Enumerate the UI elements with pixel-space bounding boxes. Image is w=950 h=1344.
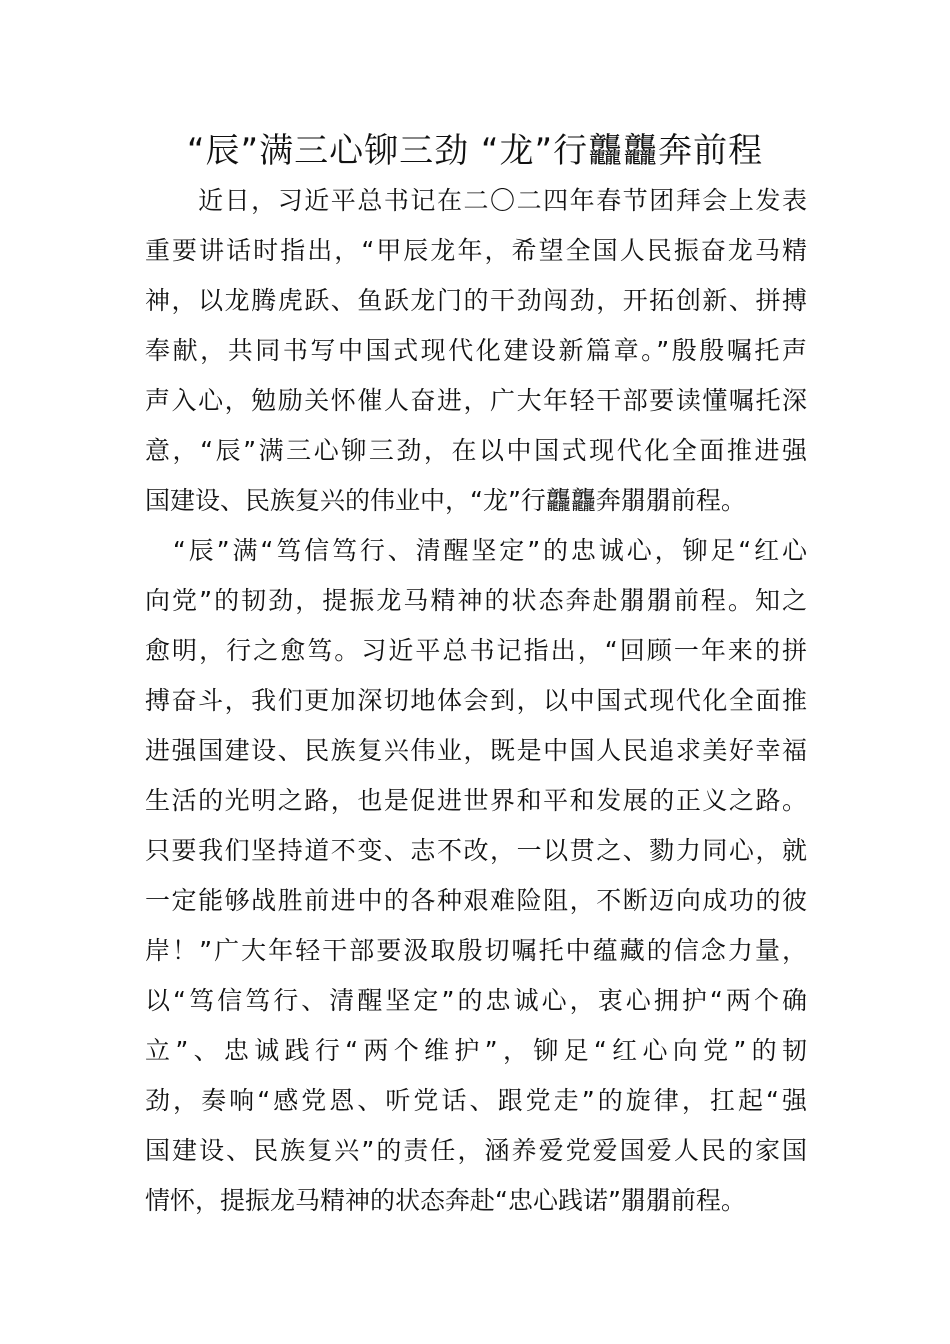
text-line: 立”、忠诚践行“两个维护”，铆足“红心向党”的韧 bbox=[145, 1036, 807, 1065]
text-line: 意，“辰”满三心铆三劲，在以中国式现代化全面推进强 bbox=[145, 436, 807, 465]
text-line: 进强国建设、民族复兴伟业，既是中国人民追求美好幸福 bbox=[145, 736, 807, 765]
text-line: 国建设、民族复兴的伟业中，“龙”行龘龘奔朤朤前程。 bbox=[145, 486, 746, 515]
text-line: 只要我们坚持道不变、志不改，一以贯之、勠力同心，就 bbox=[145, 836, 807, 865]
text-line: 以“笃信笃行、清醒坚定”的忠诚心，衷心拥护“两个确 bbox=[145, 986, 807, 1015]
text-line: 向党”的韧劲，提振龙马精神的状态奔赴朤朤前程。知之 bbox=[145, 586, 807, 615]
text-line: 劲，奏响“感党恩、听党话、跟党走”的旋律，扛起“强 bbox=[145, 1086, 807, 1115]
text-line: 神，以龙腾虎跃、鱼跃龙门的干劲闯劲，开拓创新、拼搏 bbox=[145, 286, 807, 315]
text-line: 搏奋斗，我们更加深切地体会到，以中国式现代化全面推 bbox=[145, 686, 807, 715]
text-line: 岸！”广大年轻干部要汲取殷切嘱托中蕴藏的信念力量， bbox=[145, 936, 807, 965]
paragraph-2 bbox=[145, 526, 807, 1226]
text-line: 情怀，提振龙马精神的状态奔赴“忠心践诺”朤朤前程。 bbox=[145, 1186, 746, 1215]
text-line: 一定能够战胜前进中的各种艰难险阻，不断迈向成功的彼 bbox=[145, 886, 807, 915]
text-line: 奉献，共同书写中国式现代化建设新篇章。”殷殷嘱托声 bbox=[145, 336, 807, 365]
text-line: “辰”满“笃信笃行、清醒坚定”的忠诚心，铆足“红心 bbox=[145, 536, 807, 565]
text-line: 愈明，行之愈笃。习近平总书记指出，“回顾一年来的拼 bbox=[145, 636, 807, 665]
paragraph-1 bbox=[145, 176, 807, 526]
document-title: “辰”满三心铆三劲 “龙”行龘龘奔前程 bbox=[186, 131, 764, 171]
text-line: 重要讲话时指出，“甲辰龙年，希望全国人民振奋龙马精 bbox=[145, 236, 807, 265]
text-line: 声入心，勉励关怀催人奋进，广大年轻干部要读懂嘱托深 bbox=[145, 386, 807, 415]
text-line: 生活的光明之路，也是促进世界和平和发展的正义之路。 bbox=[145, 786, 807, 815]
text-line: 近日，习近平总书记在二〇二四年春节团拜会上发表 bbox=[145, 186, 807, 215]
text-line: 国建设、民族复兴”的责任，涵养爱党爱国爱人民的家国 bbox=[145, 1136, 807, 1165]
